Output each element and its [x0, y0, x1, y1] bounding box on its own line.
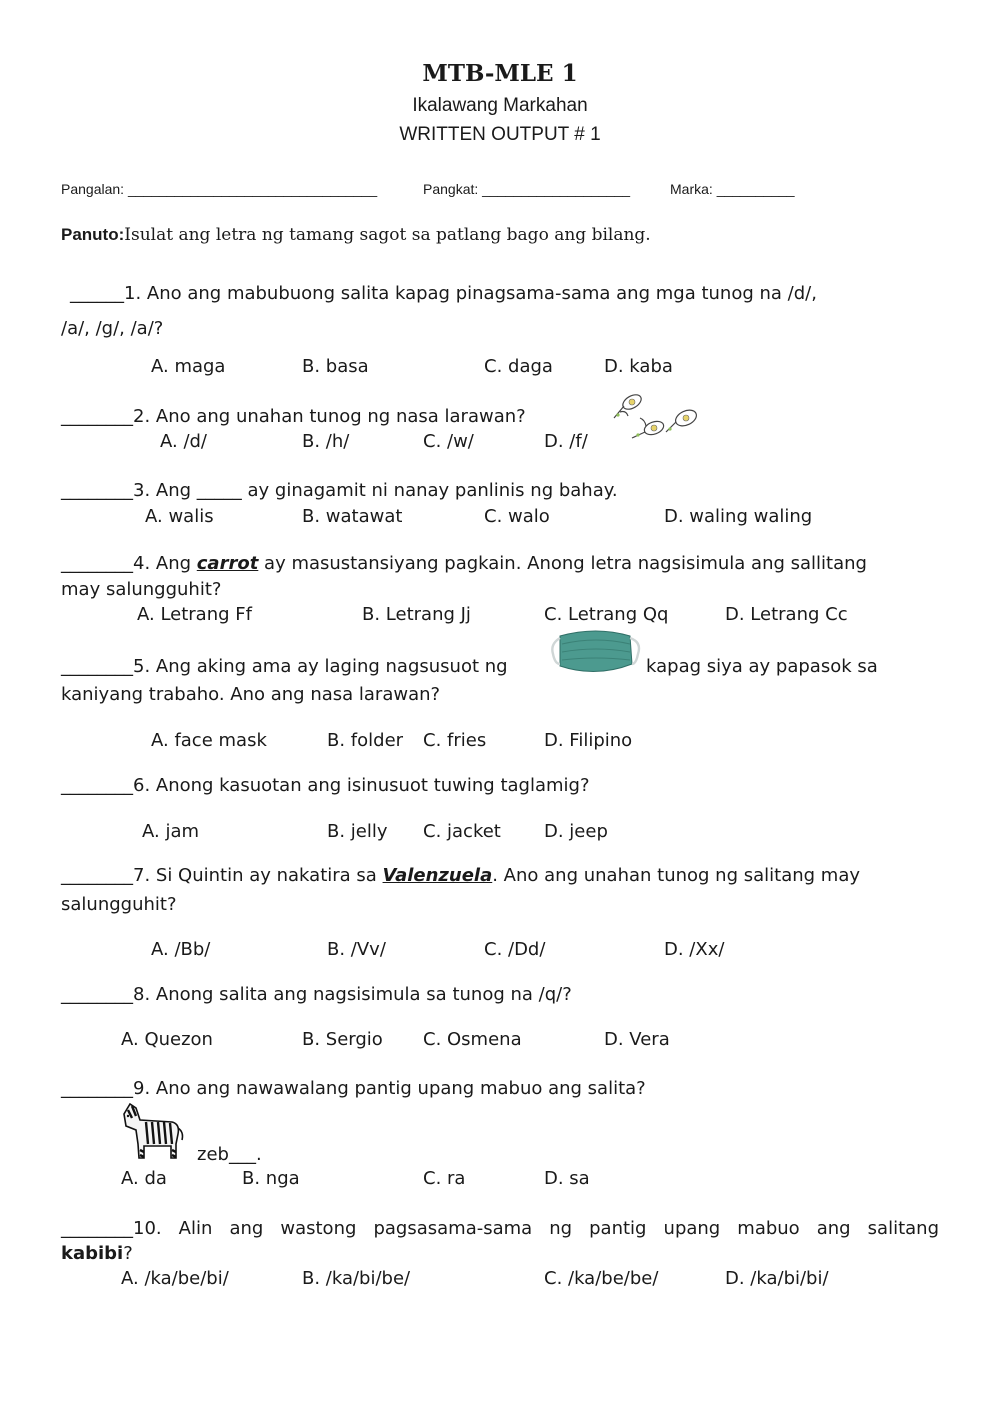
q5-choice-c: C. fries	[423, 730, 487, 751]
flower-drawing-icon	[610, 388, 705, 446]
q5-choice-a: A. face mask	[151, 730, 267, 751]
answer-blank-6[interactable]: ________	[61, 775, 133, 796]
q2-choice-a: A. /d/	[160, 431, 207, 452]
answer-blank-3[interactable]: ________	[61, 480, 133, 501]
group-label: Pangkat:	[423, 181, 479, 197]
q10-choice-a: A. /ka/be/bi/	[121, 1268, 229, 1289]
instructions	[61, 225, 651, 245]
question-9	[61, 1078, 646, 1099]
worksheet-title: MTB-MLE 1	[422, 60, 578, 87]
q4-choice-d: D. Letrang Cc	[725, 604, 848, 625]
question-3-text-post: ay ginagamit ni nanay panlinis ng bahay.	[241, 480, 618, 501]
answer-blank-2[interactable]: ________	[61, 406, 133, 427]
group-field	[423, 181, 630, 197]
score-line[interactable]: __________	[716, 181, 795, 197]
question-2-text: 2. Ano ang unahan tunog ng nasa larawan?	[133, 406, 526, 427]
q6-choice-b: B. jelly	[327, 821, 388, 842]
q4-choice-c: C. Letrang Qq	[544, 604, 669, 625]
name-label: Pangalan:	[61, 181, 125, 197]
question-7-text-post: . Ano ang unahan tunog ng salitang may	[492, 865, 860, 886]
q8-choice-b: B. Sergio	[302, 1029, 383, 1050]
answer-blank-10[interactable]: ________	[61, 1218, 133, 1239]
q3-choice-d: D. waling waling	[664, 506, 813, 527]
question-8	[61, 984, 572, 1005]
question-7-keyword: Valenzuela	[382, 865, 493, 886]
q2-choice-c: C. /w/	[423, 431, 474, 452]
q6-choice-d: D. jeep	[544, 821, 608, 842]
question-1-text: 1. Ano ang mabubuong salita kapag pinagsama-sama ang mga tunog na /d/,	[124, 283, 817, 304]
question-3-text-pre: 3. Ang	[133, 480, 197, 501]
question-3-inner-blank: _____	[196, 480, 242, 501]
q9-choice-a: A. da	[121, 1168, 167, 1189]
worksheet-subtitle-quarter: Ikalawang Markahan	[412, 95, 588, 116]
answer-blank-8[interactable]: ________	[61, 984, 133, 1005]
question-4-text-post: ay masustansiyang pagkain. Anong letra nagsisimula ang sallitang	[258, 553, 867, 574]
question-1-line2: /a/, /g/, /a/?	[61, 318, 164, 339]
question-5-text-pre: 5. Ang aking ama ay laging nagsusuot ng	[133, 656, 508, 677]
question-2	[61, 406, 526, 427]
answer-blank-5[interactable]: ________	[61, 656, 133, 677]
q8-choice-d: D. Vera	[604, 1029, 670, 1050]
question-6	[61, 775, 590, 796]
q3-choice-c: C. walo	[484, 506, 550, 527]
question-7-line2: salungguhit?	[61, 894, 177, 915]
answer-blank-9[interactable]: ________	[61, 1078, 133, 1099]
group-line[interactable]: ___________________	[482, 181, 631, 197]
q5-choice-b: B. folder	[327, 730, 404, 751]
q10-choice-c: C. /ka/be/be/	[544, 1268, 659, 1289]
name-line[interactable]: ________________________________	[127, 181, 378, 197]
question-5-text-post: kapag siya ay papasok sa	[646, 656, 878, 677]
q2-choice-d: D. /f/	[544, 431, 588, 452]
question-10-line2	[61, 1243, 133, 1264]
question-7	[61, 865, 860, 886]
q7-choice-b: B. /Vv/	[327, 939, 386, 960]
q3-choice-a: A. walis	[145, 506, 214, 527]
q1-choice-b: B. basa	[302, 356, 369, 377]
question-5-line2: kaniyang trabaho. Ano ang nasa larawan?	[61, 684, 441, 705]
q4-choice-a: A. Letrang Ff	[137, 604, 252, 625]
question-10-text: 10. Alin ang wastong pagsasama-sama ng pantig upang mabuo ang salitang	[133, 1218, 939, 1239]
question-1	[70, 283, 817, 304]
question-10	[61, 1218, 939, 1239]
question-9-text: 9. Ano ang nawawalang pantig upang mabuo ang salita?	[133, 1078, 646, 1099]
question-4-keyword: carrot	[196, 553, 259, 574]
instructions-text: Isulat ang letra ng tamang sagot sa patlang bago ang bilang.	[124, 225, 651, 245]
question-4-line2: may salungguhit?	[61, 579, 222, 600]
q8-choice-c: C. Osmena	[423, 1029, 522, 1050]
q1-choice-a: A. maga	[151, 356, 226, 377]
question-4	[61, 553, 867, 574]
q7-choice-c: C. /Dd/	[484, 939, 546, 960]
q9-choice-b: B. nga	[242, 1168, 300, 1189]
q7-choice-a: A. /Bb/	[151, 939, 211, 960]
face-mask-icon	[550, 624, 642, 680]
question-10-qmark: ?	[123, 1243, 133, 1264]
q3-choice-b: B. watawat	[302, 506, 403, 527]
score-field	[670, 181, 795, 197]
answer-blank-1[interactable]: ______	[70, 283, 124, 304]
name-field	[61, 181, 377, 197]
q1-choice-c: C. daga	[484, 356, 553, 377]
q1-choice-d: D. kaba	[604, 356, 673, 377]
q6-choice-c: C. jacket	[423, 821, 501, 842]
question-5	[61, 656, 508, 677]
score-label: Marka:	[670, 181, 713, 197]
q8-choice-a: A. Quezon	[121, 1029, 213, 1050]
question-10-word: kabibi	[61, 1243, 124, 1264]
question-9-word: zeb___.	[197, 1144, 262, 1165]
zebra-icon	[116, 1100, 186, 1162]
worksheet-subtitle-output: WRITTEN OUTPUT # 1	[399, 124, 601, 145]
question-4-text-pre: 4. Ang	[133, 553, 197, 574]
answer-blank-4[interactable]: ________	[61, 553, 133, 574]
question-3	[61, 480, 618, 501]
q2-choice-b: B. /h/	[302, 431, 350, 452]
q9-choice-d: D. sa	[544, 1168, 590, 1189]
q4-choice-b: B. Letrang Jj	[362, 604, 471, 625]
q6-choice-a: A. jam	[142, 821, 200, 842]
question-7-text-pre: 7. Si Quintin ay nakatira sa	[133, 865, 383, 886]
question-6-text: 6. Anong kasuotan ang isinusuot tuwing taglamig?	[133, 775, 590, 796]
instructions-label: Panuto:	[61, 225, 125, 244]
q10-choice-b: B. /ka/bi/be/	[302, 1268, 411, 1289]
q9-choice-c: C. ra	[423, 1168, 466, 1189]
q7-choice-d: D. /Xx/	[664, 939, 725, 960]
q10-choice-d: D. /ka/bi/bi/	[725, 1268, 829, 1289]
q5-choice-d: D. Filipino	[544, 730, 633, 751]
answer-blank-7[interactable]: ________	[61, 865, 133, 886]
question-8-text: 8. Anong salita ang nagsisimula sa tunog na /q/?	[133, 984, 572, 1005]
